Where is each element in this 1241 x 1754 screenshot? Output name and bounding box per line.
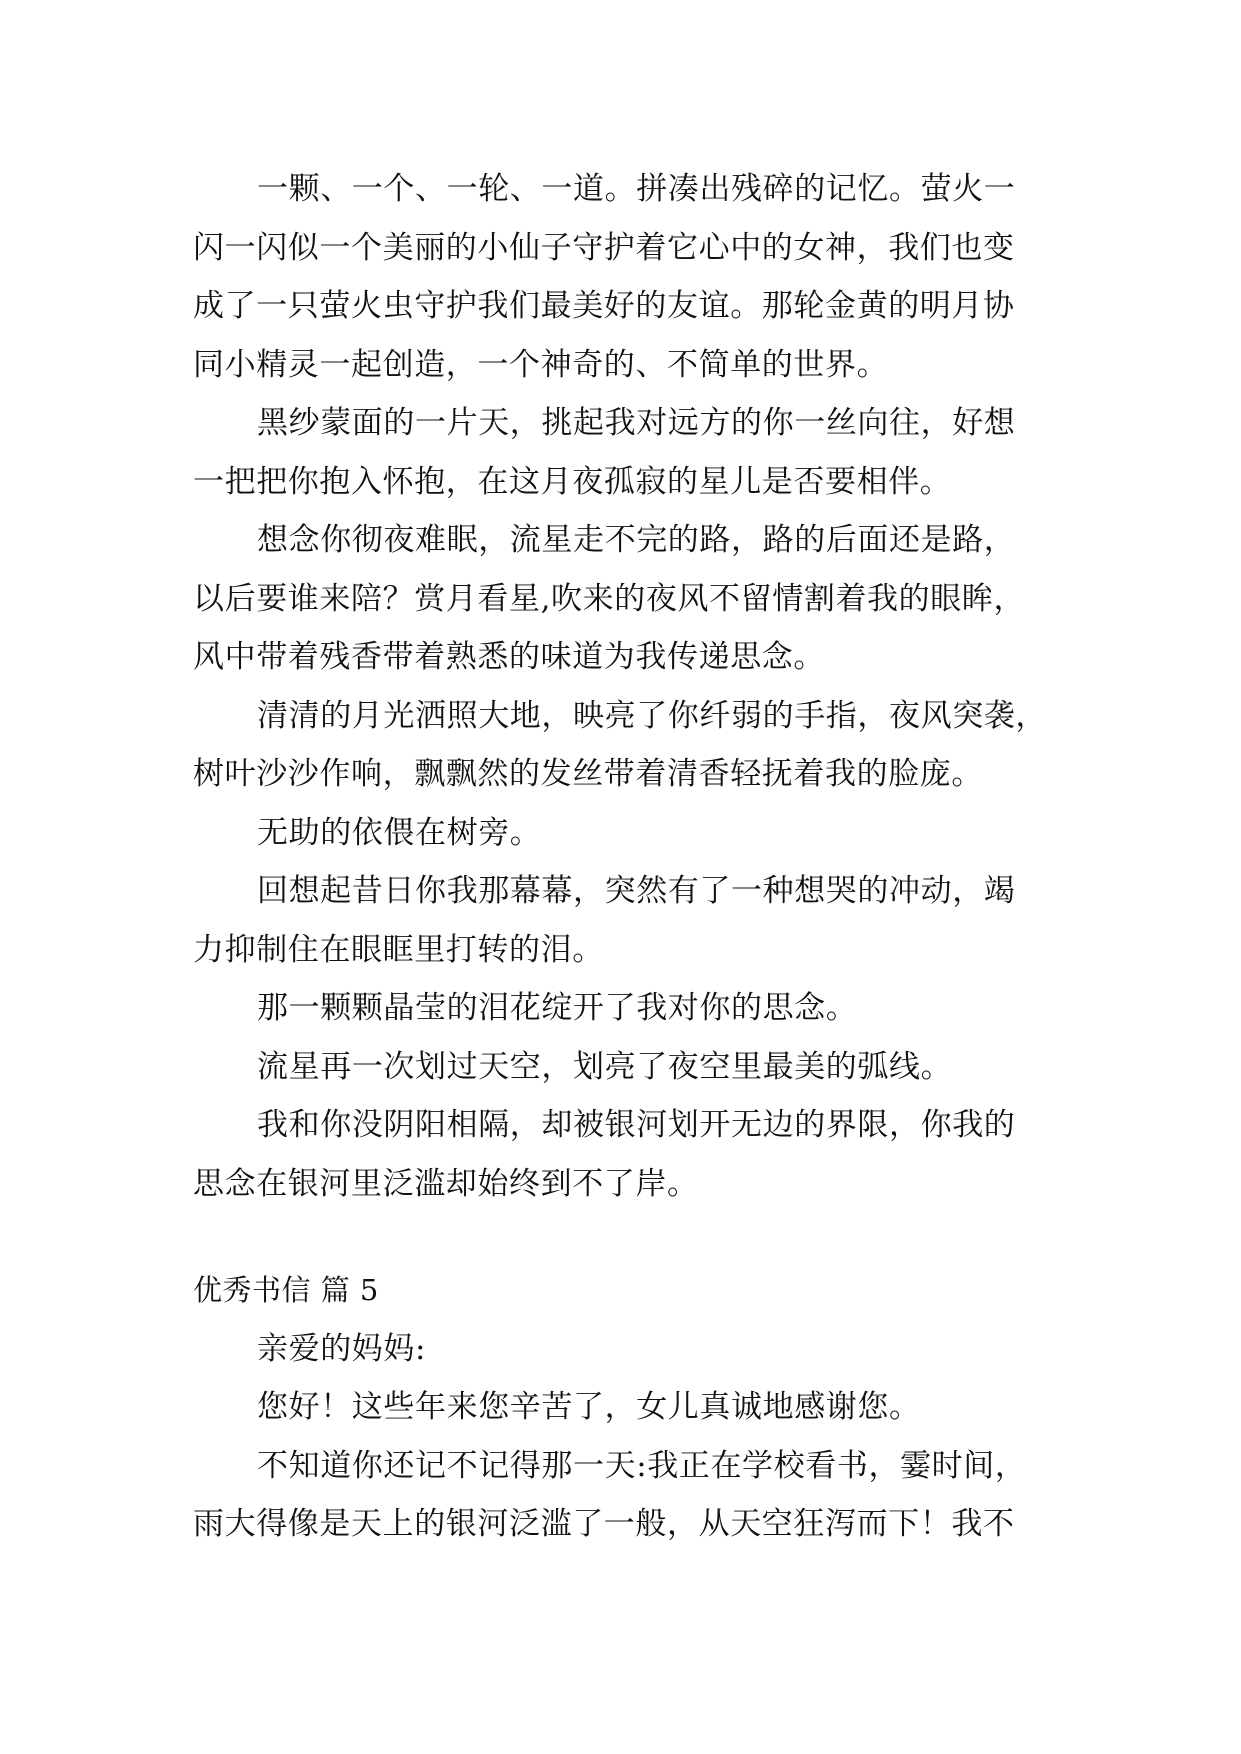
text-line: 我和你没阴阳相隔，却被银河划开无边的界限，你我的 xyxy=(257,1107,1016,1143)
paragraph xyxy=(193,1437,1053,1554)
text-line: 树叶沙沙作响，飘飘然的发丝带着清香轻抚着我的脸庞。 xyxy=(193,756,983,792)
paragraph xyxy=(193,1038,1053,1097)
paragraph xyxy=(193,1378,1053,1437)
text-line: 想念你彻夜难眠，流星走不完的路，路的后面还是路， xyxy=(257,522,1016,558)
paragraph xyxy=(193,1320,1053,1379)
text-line: 雨大得像是天上的银河泛滥了一般，从天空狂泻而下！我不 xyxy=(193,1506,1015,1542)
text-line: 一把把你抱入怀抱，在这月夜孤寂的星儿是否要相伴。 xyxy=(193,463,952,500)
paragraph xyxy=(193,687,1053,804)
paragraph xyxy=(193,862,1053,979)
section-title: 优秀书信 篇 5 xyxy=(193,1273,379,1307)
text-line: 同小精灵一起创造，一个神奇的、不简单的世界。 xyxy=(193,346,889,383)
text-line: 不知道你还记不记得那一天:我正在学校看书，霎时间， xyxy=(257,1447,1027,1484)
paragraph xyxy=(193,804,1053,863)
text-line: 思念在银河里泛滥却始终到不了岸。 xyxy=(193,1165,699,1202)
text-line: 那一颗颗晶莹的泪花绽开了我对你的思念。 xyxy=(257,990,858,1026)
text-line: 以后要谁来陪？赏月看星,吹来的夜风不留情割着我的眼眸， xyxy=(193,580,1026,617)
text-line: 黑纱蒙面的一片天，挑起我对远方的你一丝向往，好想 xyxy=(257,405,1016,441)
paragraph xyxy=(193,160,1053,394)
text-line: 闪一闪似一个美丽的小仙子守护着它心中的女神，我们也变 xyxy=(193,229,1015,266)
text-line: 您好！这些年来您辛苦了，女儿真诚地感谢您。 xyxy=(257,1389,921,1425)
text-line: 流星再一次划过天空，划亮了夜空里最美的弧线。 xyxy=(257,1048,953,1085)
text-line: 力抑制住在眼眶里打转的泪。 xyxy=(193,931,604,968)
paragraph xyxy=(193,979,1053,1038)
paragraph xyxy=(193,394,1053,511)
text-line: 一颗、一个、一轮、一道。拼凑出残碎的记忆。萤火一 xyxy=(257,171,1016,207)
text-line: 风中带着残香带着熟悉的味道为我传递思念。 xyxy=(193,639,825,675)
paragraph xyxy=(193,1096,1053,1213)
text-line: 成了一只萤火虫守护我们最美好的友谊。那轮金黄的明月协 xyxy=(193,288,1015,324)
salutation-line: 亲爱的妈妈: xyxy=(257,1330,427,1367)
paragraph xyxy=(193,511,1053,687)
text-line: 清清的月光洒照大地，映亮了你纤弱的手指，夜风突袭， xyxy=(257,697,1047,734)
text-line: 无助的依偎在树旁。 xyxy=(257,814,542,851)
section-spacer xyxy=(193,1213,1053,1261)
document-body xyxy=(193,160,1053,1554)
text-line: 回想起昔日你我那幕幕，突然有了一种想哭的冲动，竭 xyxy=(257,873,1016,909)
